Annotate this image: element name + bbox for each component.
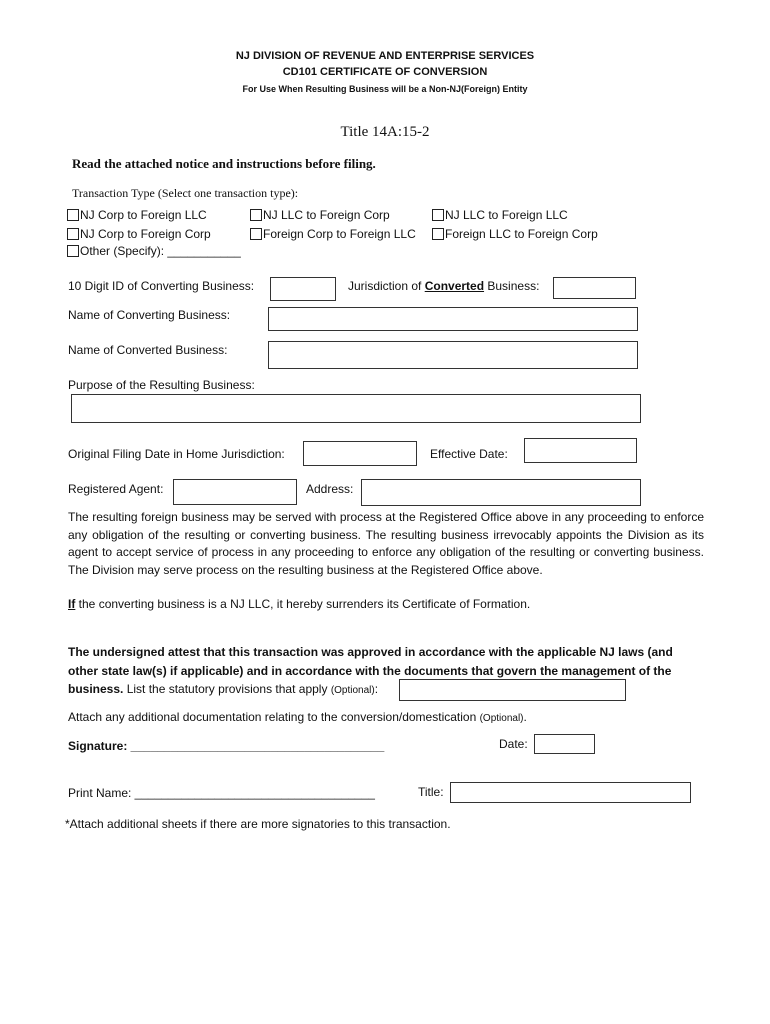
footnote: *Attach additional sheets if there are more signatories to this transaction.: [65, 817, 451, 831]
date-label: Date:: [499, 737, 528, 751]
checkbox[interactable]: [67, 245, 79, 257]
original-filing-date-field[interactable]: [303, 441, 417, 466]
checkbox[interactable]: [250, 209, 262, 221]
agency-title: NJ DIVISION OF REVENUE AND ENTERPRISE SERVICES: [235, 50, 535, 62]
transaction-type-label: Transaction Type (Select one transaction type):: [72, 186, 299, 200]
checkbox[interactable]: [432, 209, 444, 221]
llc-surrender-note: If the converting business is a NJ LLC, it hereby surrenders its Certificate of Formation.: [68, 597, 531, 611]
address-label: Address:: [306, 482, 354, 496]
jurisdiction-label: Jurisdiction of Converted Business:: [348, 279, 540, 293]
option-label: Other (Specify): ___________: [80, 244, 241, 258]
option-foreign-corp-to-foreign-llc[interactable]: [250, 227, 416, 241]
option-other[interactable]: [67, 244, 241, 258]
form-subtitle: For Use When Resulting Business will be a Non-NJ(Foreign) Entity: [242, 84, 528, 94]
purpose-field[interactable]: [71, 394, 641, 423]
checkbox[interactable]: [67, 228, 79, 240]
registered-agent-field[interactable]: [173, 479, 297, 505]
original-filing-date-label: Original Filing Date in Home Jurisdiction:: [68, 447, 285, 461]
effective-date-field[interactable]: [524, 438, 637, 463]
signature-line[interactable]: Signature: ______________________________________: [68, 739, 385, 753]
converting-id-field[interactable]: [270, 277, 336, 301]
attestation-paragraph: The undersigned attest that this transaction was approved in accordance with the applicable NJ laws (and other state law(s) if applicable) and in accordance with the documents that govern the management of the business. List the statutory provisions that apply (Optional):: [68, 645, 673, 696]
option-nj-corp-to-foreign-llc[interactable]: [67, 208, 207, 222]
option-foreign-llc-to-foreign-corp[interactable]: [432, 227, 598, 241]
print-name-line[interactable]: Print Name: ____________________________________: [68, 786, 375, 800]
purpose-label: Purpose of the Resulting Business:: [68, 378, 255, 392]
title-label: Title:: [418, 785, 444, 799]
option-label: NJ LLC to Foreign Corp: [263, 208, 390, 222]
jurisdiction-field[interactable]: [553, 277, 636, 299]
registered-agent-label: Registered Agent:: [68, 482, 164, 496]
option-nj-llc-to-foreign-llc[interactable]: [432, 208, 568, 222]
effective-date-label: Effective Date:: [430, 447, 508, 461]
checkbox[interactable]: [250, 228, 262, 240]
converting-id-label: 10 Digit ID of Converting Business:: [68, 279, 255, 293]
service-of-process-paragraph: The resulting foreign business may be served with process at the Registered Office above in any proceeding to enforce any obligation of the resulting or converting business. The resulting business irrevocably appoints the Division as its agent to accept service of process in any proceeding to enforce any obligation of the resulting or converting business. The Division may serve process on the resulting business at the Registered Office above.: [68, 510, 704, 577]
option-label: Foreign LLC to Foreign Corp: [445, 227, 598, 241]
option-nj-llc-to-foreign-corp[interactable]: [250, 208, 390, 222]
address-field[interactable]: [361, 479, 641, 506]
signature-date-field[interactable]: [534, 734, 595, 754]
converted-name-field[interactable]: [268, 341, 638, 369]
statute-title: Title 14A:15-2: [340, 124, 430, 140]
instructions-notice: Read the attached notice and instructions before filing.: [72, 156, 376, 171]
converting-name-field[interactable]: [268, 307, 638, 331]
option-label: NJ Corp to Foreign Corp: [80, 227, 211, 241]
checkbox[interactable]: [432, 228, 444, 240]
statutory-provisions-field[interactable]: [399, 679, 626, 701]
attach-documentation-note: Attach any additional documentation relating to the conversion/domestication (Optional).: [68, 710, 527, 724]
option-label: NJ Corp to Foreign LLC: [80, 208, 207, 222]
form-title: CD101 CERTIFICATE OF CONVERSION: [282, 66, 488, 78]
option-label: Foreign Corp to Foreign LLC: [263, 227, 416, 241]
checkbox[interactable]: [67, 209, 79, 221]
converting-name-label: Name of Converting Business:: [68, 308, 231, 322]
option-label: NJ LLC to Foreign LLC: [445, 208, 568, 222]
option-nj-corp-to-foreign-corp[interactable]: [67, 227, 211, 241]
signatory-title-field[interactable]: [450, 782, 691, 803]
converted-name-label: Name of Converted Business:: [68, 343, 228, 357]
